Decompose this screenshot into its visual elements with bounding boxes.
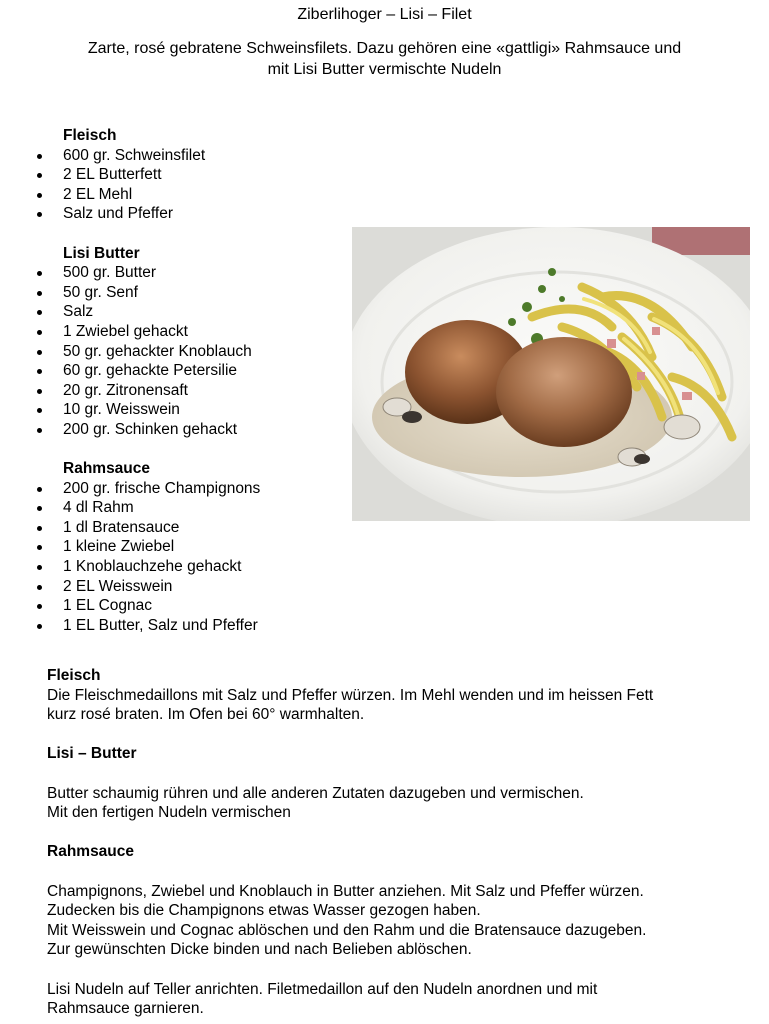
ingredient-item: 1 Zwiebel gehackt	[0, 322, 340, 342]
ingredient-item: 1 dl Bratensauce	[0, 518, 340, 538]
bullet-icon	[37, 545, 42, 550]
ingredient-item: 1 EL Butter, Salz und Pfeffer	[0, 616, 340, 636]
bullet-icon	[37, 526, 42, 531]
bullet-icon	[37, 271, 42, 276]
ingredient-item: 600 gr. Schweinsfilet	[0, 146, 340, 166]
bullet-icon	[37, 624, 42, 629]
instructions-line: Lisi Nudeln auf Teller anrichten. Filetmedaillon auf den Nudeln anordnen und mit	[47, 980, 598, 998]
instructions-line: Zudecken bis die Champignons etwas Wasser gezogen haben.	[47, 902, 481, 920]
instructions-line: Rahmsauce garnieren.	[47, 1000, 204, 1018]
ingredient-item: 2 EL Butterfett	[0, 165, 340, 185]
ingredient-item: 2 EL Mehl	[0, 185, 340, 205]
ingredients-heading-fleisch: Fleisch	[63, 127, 117, 144]
ingredient-item: 20 gr. Zitronensaft	[0, 381, 340, 401]
bullet-icon	[37, 154, 42, 159]
instructions-heading-lisi-butter: Lisi – Butter	[47, 745, 137, 763]
bullet-icon	[37, 173, 42, 178]
bullet-icon	[37, 565, 42, 570]
bullet-icon	[37, 193, 42, 198]
bullet-icon	[37, 389, 42, 394]
ingredients-list-fleisch	[0, 146, 340, 224]
ingredient-item: 200 gr. Schinken gehackt	[0, 420, 340, 440]
ingredient-item: 2 EL Weisswein	[0, 577, 340, 597]
ingredient-item: 200 gr. frische Champignons	[0, 479, 340, 499]
ingredient-item: 10 gr. Weisswein	[0, 400, 340, 420]
ingredient-item: 4 dl Rahm	[0, 498, 340, 518]
bullet-icon	[37, 487, 42, 492]
ingredient-item: 1 kleine Zwiebel	[0, 537, 340, 557]
bullet-icon	[37, 330, 42, 335]
instructions-line: Butter schaumig rühren und alle anderen Zutaten dazugeben und vermischen.	[47, 784, 584, 802]
instructions-line: Mit den fertigen Nudeln vermischen	[47, 804, 291, 822]
document-title: Ziberlihoger – Lisi – Filet	[297, 6, 472, 23]
bullet-icon	[37, 428, 42, 433]
ingredient-item: Salz	[0, 302, 340, 322]
ingredients-list-lisi-butter	[0, 263, 340, 439]
instructions-line: Die Fleischmedaillons mit Salz und Pfeffer würzen. Im Mehl wenden und im heissen Fett	[47, 686, 654, 704]
bullet-icon	[37, 506, 42, 511]
dish-photo	[352, 227, 750, 521]
ingredient-item: 60 gr. gehackte Petersilie	[0, 361, 340, 381]
bullet-icon	[37, 310, 42, 315]
dish-photo-illustration	[352, 227, 750, 521]
ingredients-heading-rahmsauce: Rahmsauce	[63, 460, 151, 478]
ingredient-item: 500 gr. Butter	[0, 263, 340, 283]
instructions-section	[47, 666, 747, 1019]
bullet-icon	[37, 585, 42, 590]
bullet-icon	[37, 350, 42, 355]
ingredient-item: 50 gr. gehackter Knoblauch	[0, 342, 340, 362]
ingredient-item: 50 gr. Senf	[0, 283, 340, 303]
bullet-icon	[37, 408, 42, 413]
instructions-line: Champignons, Zwiebel und Knoblauch in Butter anziehen. Mit Salz und Pfeffer würzen.	[47, 882, 644, 900]
instructions-line: Zur gewünschten Dicke binden und nach Belieben ablöschen.	[47, 941, 472, 959]
subtitle-line: Zarte, rosé gebratene Schweinsfilets. Dazu gehören eine «gattligi» Rahmsauce und	[87, 40, 682, 57]
ingredient-item: 1 EL Cognac	[0, 596, 340, 616]
ingredient-item: Salz und Pfeffer	[0, 204, 340, 224]
bullet-icon	[37, 212, 42, 217]
instructions-line: Mit Weisswein und Cognac ablöschen und den Rahm und die Bratensauce dazugeben.	[47, 921, 647, 939]
bullet-icon	[37, 604, 42, 609]
ingredients-list-rahmsauce	[0, 479, 340, 636]
bullet-icon	[37, 291, 42, 296]
bullet-icon	[37, 369, 42, 374]
ingredients-section	[0, 126, 340, 635]
subtitle-line: mit Lisi Butter vermischte Nudeln	[267, 61, 502, 78]
instructions-heading-fleisch: Fleisch	[47, 667, 101, 684]
instructions-line: kurz rosé braten. Im Ofen bei 60° warmhalten.	[47, 706, 365, 724]
ingredients-heading-lisi-butter: Lisi Butter	[63, 244, 140, 262]
ingredient-item: 1 Knoblauchzehe gehackt	[0, 557, 340, 577]
document-subtitle	[30, 38, 739, 80]
instructions-heading-rahmsauce: Rahmsauce	[47, 843, 135, 861]
